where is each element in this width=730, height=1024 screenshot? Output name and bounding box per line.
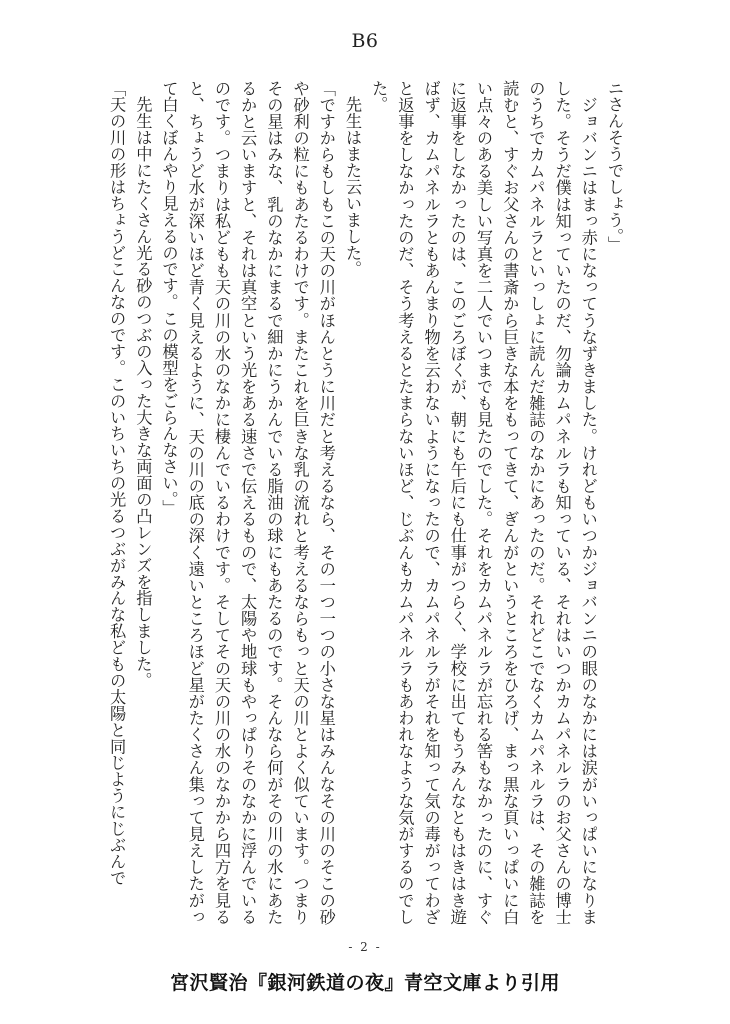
page-code: B6 <box>351 30 379 52</box>
page-number: - 2 - <box>348 940 382 954</box>
paragraph: 「天の川の形はちょうどこんなのです。このいちいちの光るつぶがみんな私どもの太陽と同じようにじぶんで <box>107 80 127 887</box>
paragraph: ジョバンニはまっ赤になってうなずきました。けれどもいつかジョバンニの眼のなかには涙がいっぱいになりました。そうだ僕は知っていたのだ、勿論カムパネルラも知っている、それはいつかカムパネルラのお父さんの博士のうちでカムパネルラといっしょに読んだ雑誌のなかにあったのだ。それどこでなくカムパネルラは、その雑誌を読むと、すぐお父さんの書斎から巨きな本をもってきて、ぎんがというところをひろげ、まっ黒な頁いっぱいに白い点々のある美しい写真を二人でいつまでも見たのでした。それをカムパネルラが忘れる筈もなかったのに、すぐに返事をしなかったのは、このごろぼくが、朝にも午后にも仕事がつらく、学校に出てもうみんなともはきはき遊ばず、カムパネルラともあんまり物を云わないようになったので、カムパネルラがそれを知って気の毒がってわざと返事をしなかったのだ、そう考えるとたまらないほど、じぶんもカムパネルラもあわれなような気がするのでした。 <box>369 80 598 925</box>
paragraph: ニさんそうでしょう。」 <box>605 80 624 253</box>
paragraph: 先生は中にたくさん光る砂のつぶの入った大きな両面の凸レンズを指しました。 <box>133 80 153 689</box>
citation: 宮沢賢治『銀河鉄道の夜』青空文庫より引用 <box>169 972 560 994</box>
paragraph: 先生はまた云いました。 <box>342 80 362 278</box>
paragraph: 「ですからもしもこの天の川がほんとうに川だと考えるなら、その一つ一つの小さな星はみんなその川のそこの砂や砂利の粒にもあたるわけです。またこれを巨きな乳の流れと考えるならもっと天の川とよく似ています。つまりその星はみな、乳のなかにまるで細かにうかんでいる脂油の球にもあたるのです。そんなら何がその川の水にあたるかと云いますと、それは真空という光をある速さで伝えるもので、太陽や地球もやっぱりそのなかに浮んでいるのです。つまりは私どもも天の川の水のなかに棲んでいるわけです。そしてその天の川の水のなかから四方を見ると、ちょうど水が深いほど青く見えるように、天の川の底の深く遠いところほど星がたくさん集って見えしたがって白くぼんやり見えるのです。この模型をごらんなさい。」 <box>159 80 336 925</box>
vertical-body-text <box>103 80 627 925</box>
